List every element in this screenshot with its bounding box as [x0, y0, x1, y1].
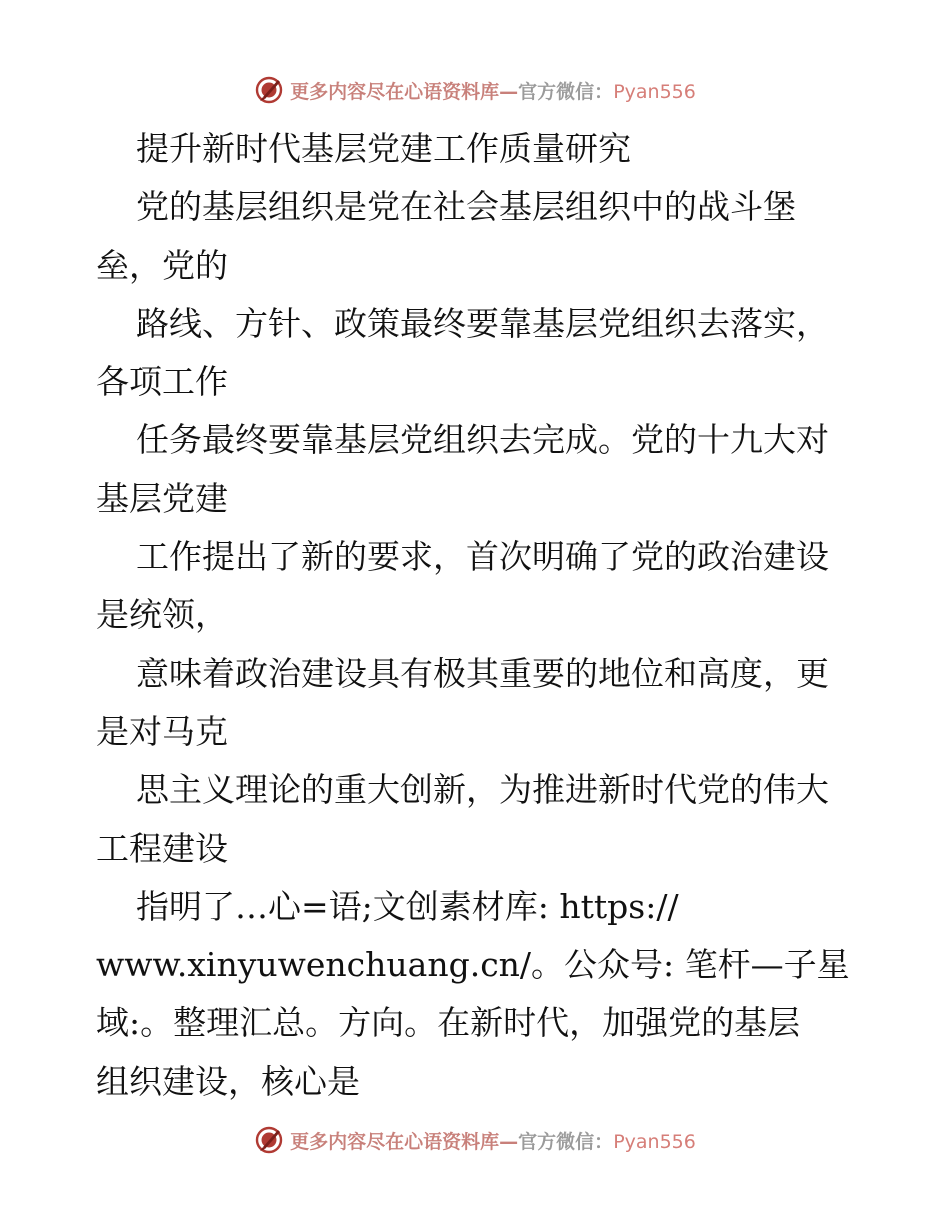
- banner-wechat-id: Pyan556: [613, 1130, 696, 1153]
- document-body: [96, 120, 856, 1111]
- paragraph-line: 是统领，: [96, 595, 228, 635]
- paragraph-line: 垒，党的: [96, 245, 228, 285]
- banner-main-text: 更多内容尽在心语资料库—: [290, 80, 519, 103]
- paragraph-line: 思主义理论的重大创新，为推进新时代党的伟大: [136, 770, 829, 810]
- paragraph-line: 任务最终要靠基层党组织去完成。党的十九大对: [136, 420, 829, 460]
- paragraph-line: 是对马克: [96, 711, 228, 751]
- document-title: 提升新时代基层党建工作质量研究: [136, 129, 631, 168]
- paragraph-line: 组织建设，核心是: [96, 1061, 360, 1101]
- banner-text: [290, 77, 696, 104]
- banner-main-text: 更多内容尽在心语资料库—: [290, 1130, 519, 1153]
- quill-seal-logo-icon: [254, 1125, 284, 1155]
- paragraph-line: 意味着政治建设具有极其重要的地位和高度，更: [136, 653, 829, 693]
- banner-wechat-label: 官方微信：: [518, 80, 614, 103]
- banner-wechat-label: 官方微信：: [518, 1130, 614, 1153]
- paragraph-line: 基层党建: [96, 478, 228, 518]
- paragraph-line: 工程建设: [96, 828, 228, 868]
- paragraph-line: 工作提出了新的要求，首次明确了党的政治建设: [136, 537, 829, 577]
- paragraph-line: 党的基层组织是党在社会基层组织中的战斗堡: [136, 187, 796, 227]
- paragraph-line: www.xinyuwenchuang.cn/。公众号: 笔杆—子星: [96, 945, 850, 985]
- header-banner: [0, 70, 950, 110]
- paragraph-line: 指明了…心=语;文创素材库: https://: [136, 886, 679, 926]
- paragraph-line: 路线、方针、政策最终要靠基层党组织去落实，: [136, 303, 829, 343]
- footer-banner: [0, 1120, 950, 1160]
- banner-wechat-id: Pyan556: [613, 80, 696, 103]
- paragraph-line: 域:。整理汇总。方向。在新时代，加强党的基层: [96, 1003, 801, 1043]
- quill-seal-logo-icon: [254, 75, 284, 105]
- banner-text: [290, 1127, 696, 1154]
- paragraph-line: 各项工作: [96, 362, 228, 402]
